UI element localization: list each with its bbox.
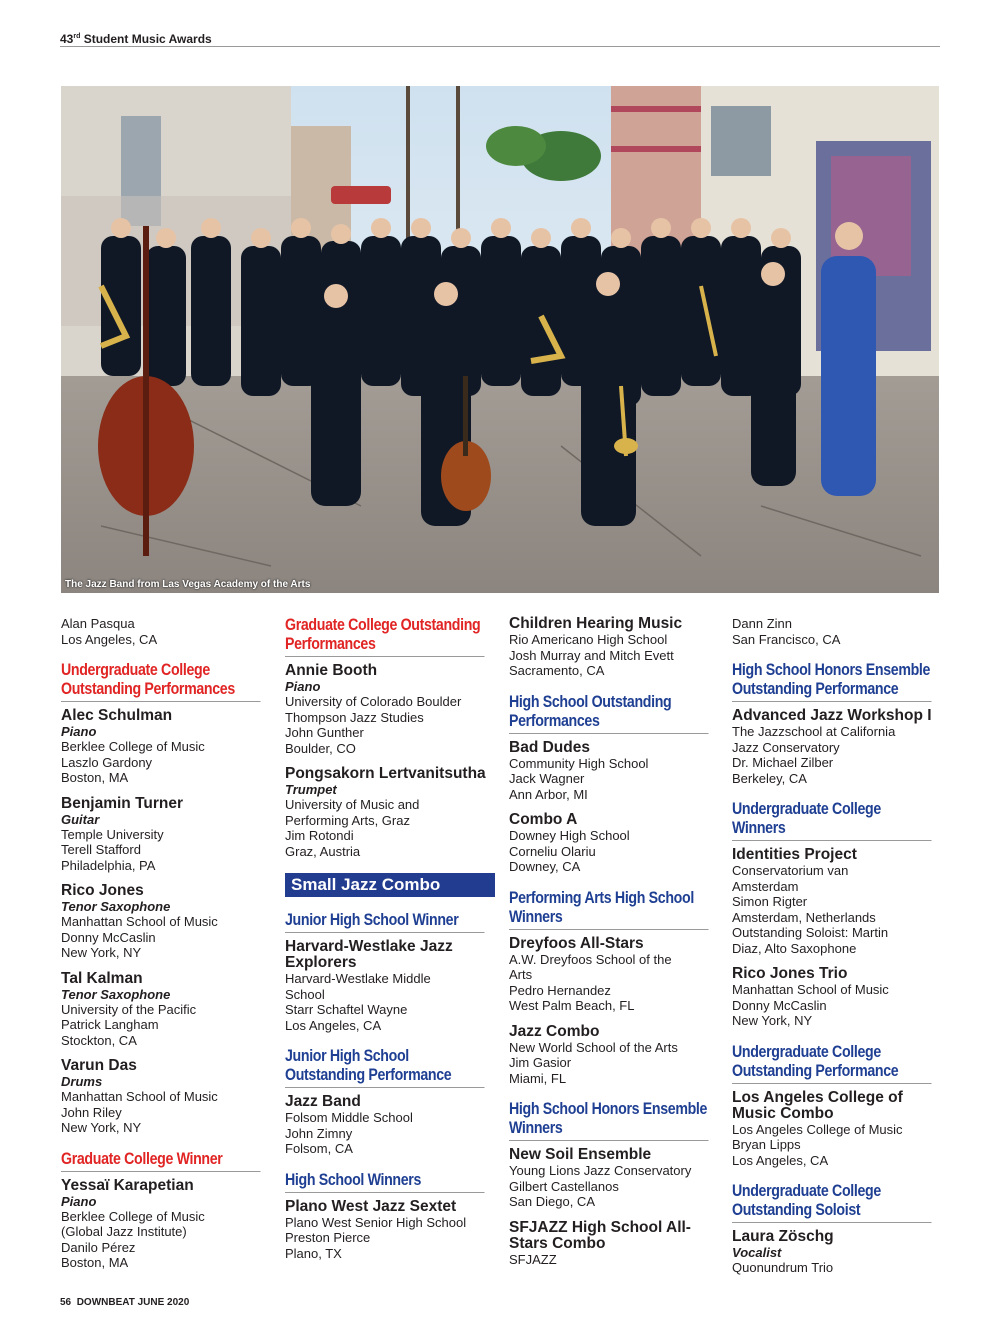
award-entry xyxy=(732,966,942,1029)
winner-name: Tal Kalman xyxy=(61,969,143,987)
award-entry xyxy=(509,616,719,679)
entry-detail: Outstanding Soloist: Martin xyxy=(732,925,889,940)
award-entry xyxy=(61,1178,271,1271)
entry-detail: Los Angeles, CA xyxy=(61,631,158,647)
entry-detail: Graz, Austria xyxy=(285,843,361,859)
instrument: Guitar xyxy=(61,811,100,827)
winner-name: Jazz Combo xyxy=(509,1022,600,1040)
entry-detail: Bryan Lipps xyxy=(732,1137,801,1152)
photo-caption: The Jazz Band from Las Vegas Academy of the Arts xyxy=(65,579,311,590)
entry-detail: Community High School xyxy=(509,755,649,771)
entry-detail: John Riley xyxy=(61,1104,122,1120)
entry-detail: Quonundrum Trio xyxy=(732,1260,834,1275)
category-heading: Junior High School Outstanding Performance xyxy=(285,1047,485,1088)
entry-detail: Manhattan School of Music xyxy=(61,1089,218,1104)
winner-name: Jazz Band xyxy=(285,1093,361,1110)
winner-name: Combo A xyxy=(509,811,578,828)
band-photo-illustration xyxy=(61,86,939,593)
entry-detail: San Francisco, CA xyxy=(732,631,841,647)
category-heading: Performing Arts High School Winners xyxy=(509,889,709,930)
entry-detail: Jazz Conservatory xyxy=(732,739,840,755)
award-entry xyxy=(61,616,271,647)
entry-detail: Folsom, CA xyxy=(285,1141,353,1156)
entry-detail: Preston Pierce xyxy=(285,1230,371,1245)
entry-detail: University of Colorado Boulder xyxy=(285,694,462,709)
entry-detail: New York, NY xyxy=(61,945,142,960)
entry-detail: Harvard-Westlake Middle xyxy=(285,971,431,986)
entry-detail: Manhattan School of Music xyxy=(61,914,218,929)
instrument: Vocalist xyxy=(732,1245,782,1260)
award-entry xyxy=(509,740,719,803)
winner-name: Advanced Jazz Workshop I xyxy=(732,707,932,724)
award-entry xyxy=(509,936,719,1014)
award-entry xyxy=(732,616,942,647)
entry-detail: Starr Schaftel Wayne xyxy=(285,1002,408,1017)
award-entry xyxy=(61,971,271,1049)
instrument: Piano xyxy=(61,1193,97,1209)
entry-detail: (Global Jazz Institute) xyxy=(61,1224,187,1239)
entry-detail: Patrick Langham xyxy=(61,1017,159,1032)
entry-detail: A.W. Dreyfoos School of the xyxy=(509,951,672,967)
instrument: Tenor Saxophone xyxy=(61,899,171,914)
entry-detail: Terell Stafford xyxy=(61,842,141,857)
entry-detail: Boston, MA xyxy=(61,1255,129,1270)
category-heading: Junior High School Winner xyxy=(285,911,485,933)
entry-detail: New World School of the Arts xyxy=(509,1039,678,1055)
category-heading: High School Honors Ensemble Winners xyxy=(509,1100,709,1141)
entry-detail: Sacramento, CA xyxy=(509,663,605,678)
entry-detail: John Gunther xyxy=(285,725,364,740)
entry-detail: Josh Murray and Mitch Evett xyxy=(509,647,674,663)
entry-detail: Stockton, CA xyxy=(61,1032,137,1048)
entry-detail: Alan Pasqua xyxy=(61,616,135,631)
column-1 xyxy=(61,616,271,1281)
entry-detail: Berkeley, CA xyxy=(732,770,807,786)
entry-detail: Donny McCaslin xyxy=(732,997,827,1013)
entry-detail: Corneliu Olariu xyxy=(509,843,596,859)
winner-name: Pongsakorn Lertvanitsutha xyxy=(285,765,486,782)
category-heading: High School Outstanding Performances xyxy=(509,693,709,734)
entry-detail: Amsterdam xyxy=(732,878,799,894)
column-4 xyxy=(732,616,942,1286)
edition-number: 43 xyxy=(60,32,74,46)
category-heading: Undergraduate College Outstanding Performance xyxy=(732,1043,932,1084)
award-entry xyxy=(285,939,495,1033)
winner-name: Harvard-Westlake Jazz Explorers xyxy=(285,938,453,971)
entry-detail: Plano, TX xyxy=(285,1245,342,1261)
winner-name: Benjamin Turner xyxy=(61,794,184,812)
entry-detail: Performing Arts, Graz xyxy=(285,812,410,828)
entry-detail: Danilo Pérez xyxy=(61,1239,136,1255)
entry-detail: West Palm Beach, FL xyxy=(509,998,635,1013)
award-entry xyxy=(509,1220,719,1268)
entry-detail: University of Music and xyxy=(285,797,420,812)
column-2 xyxy=(285,616,495,1271)
entry-detail: Berklee College of Music xyxy=(61,1208,205,1224)
category-heading: High School Winners xyxy=(285,1171,485,1193)
entry-detail: The Jazzschool at California xyxy=(732,724,896,739)
winner-name: New Soil Ensemble xyxy=(509,1146,652,1163)
winner-name: Annie Booth xyxy=(285,662,378,679)
winner-name: Yessaï Karapetian xyxy=(61,1176,194,1194)
award-entry xyxy=(285,766,495,859)
column-3 xyxy=(509,616,719,1277)
award-entry xyxy=(61,1058,271,1136)
entry-detail: Pedro Hernandez xyxy=(509,982,611,998)
winner-name: Alec Schulman xyxy=(61,707,173,724)
entry-detail: Berklee College of Music xyxy=(61,739,205,754)
entry-detail: San Diego, CA xyxy=(509,1194,595,1209)
entry-detail: School xyxy=(285,986,325,1002)
entry-detail: Folsom Middle School xyxy=(285,1110,413,1125)
entry-detail: Jim Rotondi xyxy=(285,828,354,843)
entry-detail: New York, NY xyxy=(61,1120,142,1135)
award-entry xyxy=(732,1090,942,1169)
section-title: Student Music Awards xyxy=(83,32,212,46)
instrument: Tenor Saxophone xyxy=(61,986,171,1002)
category-heading: Graduate College Outstanding Performances xyxy=(285,616,485,657)
entry-detail: Boulder, CO xyxy=(285,740,356,756)
entry-detail: Amsterdam, Netherlands xyxy=(732,909,876,925)
award-entry xyxy=(732,1229,942,1276)
award-entry xyxy=(509,1024,719,1087)
entry-detail: Plano West Senior High School xyxy=(285,1214,467,1230)
entry-detail: Philadelphia, PA xyxy=(61,857,156,873)
division-banner: Small Jazz Combo xyxy=(285,873,495,897)
category-heading: High School Honors Ensemble Outstanding Performance xyxy=(732,661,932,702)
award-entry xyxy=(285,663,495,756)
instrument: Drums xyxy=(61,1074,103,1089)
award-entry xyxy=(61,883,271,961)
winner-name: Los Angeles College of Music Combo xyxy=(732,1088,903,1122)
entry-detail: Jack Wagner xyxy=(509,771,585,786)
instrument: Piano xyxy=(285,679,321,694)
entry-detail: Downey High School xyxy=(509,828,630,843)
entry-detail: Young Lions Jazz Conservatory xyxy=(509,1163,692,1178)
entry-detail: Boston, MA xyxy=(61,770,129,785)
winner-name: Children Hearing Music xyxy=(509,615,683,632)
award-entry xyxy=(285,1094,495,1157)
entry-detail: Downey, CA xyxy=(509,859,581,874)
entry-detail: Donny McCaslin xyxy=(61,929,156,945)
winner-name: Bad Dudes xyxy=(509,738,590,756)
award-entry xyxy=(61,708,271,786)
entry-detail: Los Angeles, CA xyxy=(732,1152,829,1168)
entry-detail: Rio Americano High School xyxy=(509,632,668,647)
entry-detail: Dr. Michael Zilber xyxy=(732,755,834,770)
entry-detail: University of the Pacific xyxy=(61,1001,197,1017)
edition-suffix: rd xyxy=(73,33,81,40)
entry-detail: Los Angeles, CA xyxy=(285,1017,382,1033)
winner-name: Rico Jones xyxy=(61,882,144,899)
entry-detail: New York, NY xyxy=(732,1013,813,1028)
entry-detail: Ann Arbor, MI xyxy=(509,786,588,802)
award-entry xyxy=(732,708,942,786)
entry-detail: Diaz, Alto Saxophone xyxy=(732,940,857,956)
entry-detail: Temple University xyxy=(61,826,164,842)
entry-detail: Thompson Jazz Studies xyxy=(285,709,424,725)
entry-detail: Dann Zinn xyxy=(732,616,792,631)
running-head xyxy=(60,28,940,47)
award-entry xyxy=(61,796,271,874)
magazine-issue: DOWNBEAT JUNE 2020 xyxy=(76,1297,190,1308)
instrument: Piano xyxy=(61,724,97,739)
page-number: 56 xyxy=(60,1297,72,1308)
entry-detail: SFJAZZ xyxy=(509,1251,557,1267)
award-entry xyxy=(509,1147,719,1210)
winner-name: Identities Project xyxy=(732,846,857,863)
winner-name: Rico Jones Trio xyxy=(732,965,848,982)
category-heading: Undergraduate College Outstanding Soloist xyxy=(732,1182,932,1223)
entry-detail: John Zimny xyxy=(285,1125,353,1141)
winner-name: SFJAZZ High School All-Stars Combo xyxy=(509,1218,691,1252)
award-entry xyxy=(732,847,942,956)
award-entry xyxy=(509,812,719,875)
category-heading: Graduate College Winner xyxy=(61,1150,261,1172)
category-heading: Undergraduate College Winners xyxy=(732,800,932,841)
entry-detail: Los Angeles College of Music xyxy=(732,1121,903,1137)
award-entry xyxy=(285,1199,495,1262)
page-footer xyxy=(60,1297,189,1308)
band-photo xyxy=(61,86,939,593)
category-heading: Undergraduate College Outstanding Performances xyxy=(61,661,261,702)
winner-name: Varun Das xyxy=(61,1057,137,1074)
winner-name: Plano West Jazz Sextet xyxy=(285,1197,457,1215)
entry-detail: Arts xyxy=(509,967,533,982)
entry-detail: Miami, FL xyxy=(509,1070,567,1086)
entry-detail: Simon Rigter xyxy=(732,894,808,909)
entry-detail: Laszlo Gardony xyxy=(61,754,153,770)
winner-name: Laura Zöschg xyxy=(732,1228,834,1245)
winner-name: Dreyfoos All-Stars xyxy=(509,934,644,952)
entry-detail: Jim Gasior xyxy=(509,1055,572,1070)
entry-detail: Manhattan School of Music xyxy=(732,982,889,997)
entry-detail: Gilbert Castellanos xyxy=(509,1178,619,1194)
instrument: Trumpet xyxy=(285,782,337,797)
entry-detail: Conservatorium van xyxy=(732,863,849,878)
